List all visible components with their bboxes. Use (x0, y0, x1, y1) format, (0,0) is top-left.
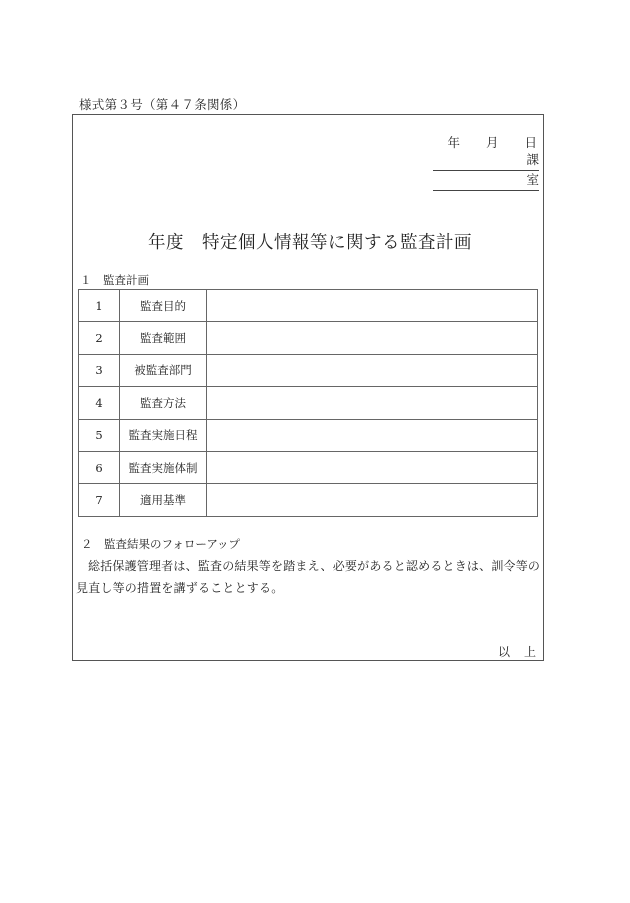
audit-plan-table (78, 289, 538, 517)
office-field: 室 (433, 171, 539, 191)
row-number: 6 (79, 451, 120, 483)
row-value[interactable] (207, 290, 538, 322)
row-number: 4 (79, 387, 120, 419)
row-number: 1 (79, 290, 120, 322)
row-value[interactable] (207, 354, 538, 386)
row-item: 監査実施日程 (120, 419, 207, 451)
row-value[interactable] (207, 419, 538, 451)
section-field: 課 (433, 151, 539, 171)
row-number: 2 (79, 322, 120, 354)
date-year: 年 (447, 135, 460, 150)
row-value[interactable] (207, 451, 538, 483)
row-item: 監査目的 (120, 290, 207, 322)
table-row (79, 387, 538, 419)
table-row (79, 484, 538, 516)
table-row (79, 322, 538, 354)
closing-mark (498, 643, 536, 660)
row-value[interactable] (207, 484, 538, 516)
table-row (79, 419, 538, 451)
closing-right: 上 (523, 645, 536, 659)
section1-heading: １ 監査計画 (80, 273, 149, 287)
row-number: 3 (79, 354, 120, 386)
row-number: 5 (79, 419, 120, 451)
table-row (79, 451, 538, 483)
date-day: 日 (524, 135, 537, 150)
document-title: 年度 特定個人情報等に関する監査計画 (148, 233, 472, 253)
document-frame (72, 114, 544, 661)
row-item: 被監査部門 (120, 354, 207, 386)
row-value[interactable] (207, 322, 538, 354)
table-row (79, 290, 538, 322)
closing-left: 以 (497, 645, 510, 659)
section2-body: 総括保護管理者は、監査の結果等を踏まえ、必要があると認めるときは、訓令等の見直し等の措置を講ずることとする。 (76, 559, 541, 595)
row-item: 適用基準 (120, 484, 207, 516)
form-number-label: 様式第３号（第４７条関係） (79, 97, 246, 112)
date-line (447, 133, 537, 151)
row-item: 監査実施体制 (120, 451, 207, 483)
row-item: 監査方法 (120, 387, 207, 419)
row-item: 監査範囲 (120, 322, 207, 354)
table-row (79, 354, 538, 386)
section2-heading: ２ 監査結果のフォローアップ (81, 537, 241, 551)
date-month: 月 (485, 135, 499, 150)
row-value[interactable] (207, 387, 538, 419)
row-number: 7 (79, 484, 120, 516)
